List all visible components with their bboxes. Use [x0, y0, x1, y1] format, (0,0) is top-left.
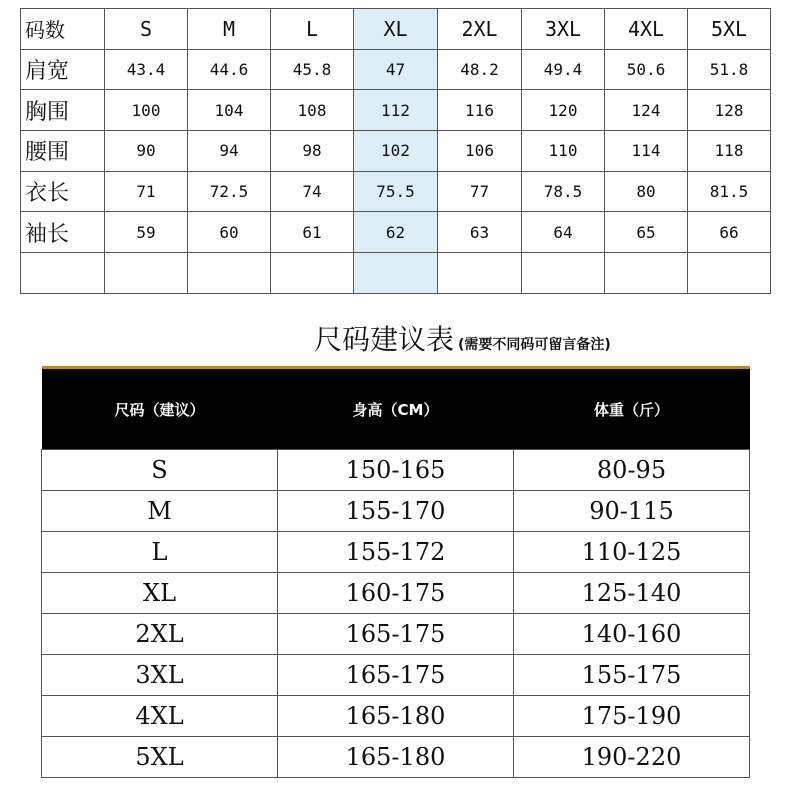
size-cell: XL	[42, 573, 278, 614]
table-cell: 45.8	[271, 49, 354, 90]
header-cell: M	[188, 9, 271, 50]
empty-cell	[605, 253, 688, 294]
header-cell: 2XL	[438, 9, 522, 50]
table-row	[42, 614, 750, 655]
header-cell-highlighted: XL	[354, 9, 438, 50]
table-cell: 59	[105, 212, 188, 253]
table-cell: 81.5	[688, 171, 771, 212]
size-cell: S	[42, 450, 278, 491]
column-header-weight: 体重（斤）	[514, 368, 750, 450]
table-row	[21, 212, 771, 253]
size-cell: 5XL	[42, 737, 278, 778]
empty-cell	[438, 253, 522, 294]
empty-cell	[522, 253, 605, 294]
table-cell: 120	[522, 90, 605, 131]
table-cell: 74	[271, 171, 354, 212]
table-cell: 77	[438, 171, 522, 212]
table-cell: 60	[188, 212, 271, 253]
table-cell: 78.5	[522, 171, 605, 212]
table-cell: 124	[605, 90, 688, 131]
table-cell: 90	[105, 131, 188, 172]
table-cell: 114	[605, 131, 688, 172]
height-cell: 165-175	[278, 614, 514, 655]
table-cell: 72.5	[188, 171, 271, 212]
table-cell: 106	[438, 131, 522, 172]
suggestion-header-row	[42, 368, 750, 450]
table-cell-highlighted: 75.5	[354, 171, 438, 212]
height-cell: 155-170	[278, 491, 514, 532]
table-cell-highlighted: 47	[354, 49, 438, 90]
table-cell-highlighted: 102	[354, 131, 438, 172]
header-cell: 4XL	[605, 9, 688, 50]
suggestion-title-text: 尺码建议表	[314, 323, 455, 356]
table-cell: 98	[271, 131, 354, 172]
table-cell: 110	[522, 131, 605, 172]
empty-cell-highlighted	[354, 253, 438, 294]
table-row	[21, 90, 771, 131]
column-header-height: 身高（CM）	[278, 368, 514, 450]
empty-cell	[188, 253, 271, 294]
row-label: 肩宽	[21, 49, 105, 90]
table-cell: 116	[438, 90, 522, 131]
table-cell: 71	[105, 171, 188, 212]
size-cell: L	[42, 532, 278, 573]
table-row	[42, 655, 750, 696]
table-cell: 94	[188, 131, 271, 172]
table-cell: 65	[605, 212, 688, 253]
measurement-table	[20, 8, 771, 294]
measurement-header-row	[21, 9, 771, 50]
row-label: 衣长	[21, 171, 105, 212]
table-cell-highlighted: 112	[354, 90, 438, 131]
empty-cell	[105, 253, 188, 294]
header-cell: 3XL	[522, 9, 605, 50]
weight-cell: 175-190	[514, 696, 750, 737]
empty-cell	[271, 253, 354, 294]
empty-cell	[21, 253, 105, 294]
table-cell: 118	[688, 131, 771, 172]
table-cell: 63	[438, 212, 522, 253]
weight-cell: 140-160	[514, 614, 750, 655]
table-cell: 80	[605, 171, 688, 212]
height-cell: 165-175	[278, 655, 514, 696]
table-cell: 48.2	[438, 49, 522, 90]
table-row	[21, 131, 771, 172]
table-cell: 66	[688, 212, 771, 253]
column-header-size: 尺码（建议）	[42, 368, 278, 450]
empty-cell	[688, 253, 771, 294]
table-cell: 49.4	[522, 49, 605, 90]
table-row	[42, 573, 750, 614]
table-row	[42, 450, 750, 491]
size-cell: 2XL	[42, 614, 278, 655]
empty-row	[21, 253, 771, 294]
size-cell: 3XL	[42, 655, 278, 696]
weight-cell: 90-115	[514, 491, 750, 532]
table-row	[42, 491, 750, 532]
table-cell: 64	[522, 212, 605, 253]
row-label: 腰围	[21, 131, 105, 172]
table-cell: 44.6	[188, 49, 271, 90]
table-cell: 108	[271, 90, 354, 131]
size-cell: 4XL	[42, 696, 278, 737]
table-cell: 104	[188, 90, 271, 131]
header-cell: S	[105, 9, 188, 50]
weight-cell: 110-125	[514, 532, 750, 573]
table-row	[42, 532, 750, 573]
table-row	[42, 696, 750, 737]
weight-cell: 80-95	[514, 450, 750, 491]
size-suggestion-table	[41, 366, 750, 778]
size-cell: M	[42, 491, 278, 532]
height-cell: 160-175	[278, 573, 514, 614]
weight-cell: 190-220	[514, 737, 750, 778]
table-row	[21, 49, 771, 90]
height-cell: 150-165	[278, 450, 514, 491]
table-cell: 100	[105, 90, 188, 131]
height-cell: 165-180	[278, 737, 514, 778]
table-cell: 51.8	[688, 49, 771, 90]
row-label: 袖长	[21, 212, 105, 253]
suggestion-title-note: (需要不同码可留言备注)	[458, 337, 611, 353]
weight-cell: 155-175	[514, 655, 750, 696]
table-row	[42, 737, 750, 778]
weight-cell: 125-140	[514, 573, 750, 614]
table-row	[21, 171, 771, 212]
table-cell: 61	[271, 212, 354, 253]
header-cell: L	[271, 9, 354, 50]
header-cell: 码数	[21, 9, 105, 50]
header-cell: 5XL	[688, 9, 771, 50]
row-label: 胸围	[21, 90, 105, 131]
table-cell: 50.6	[605, 49, 688, 90]
suggestion-title	[314, 318, 611, 358]
table-cell: 128	[688, 90, 771, 131]
table-cell-highlighted: 62	[354, 212, 438, 253]
height-cell: 155-172	[278, 532, 514, 573]
height-cell: 165-180	[278, 696, 514, 737]
table-cell: 43.4	[105, 49, 188, 90]
